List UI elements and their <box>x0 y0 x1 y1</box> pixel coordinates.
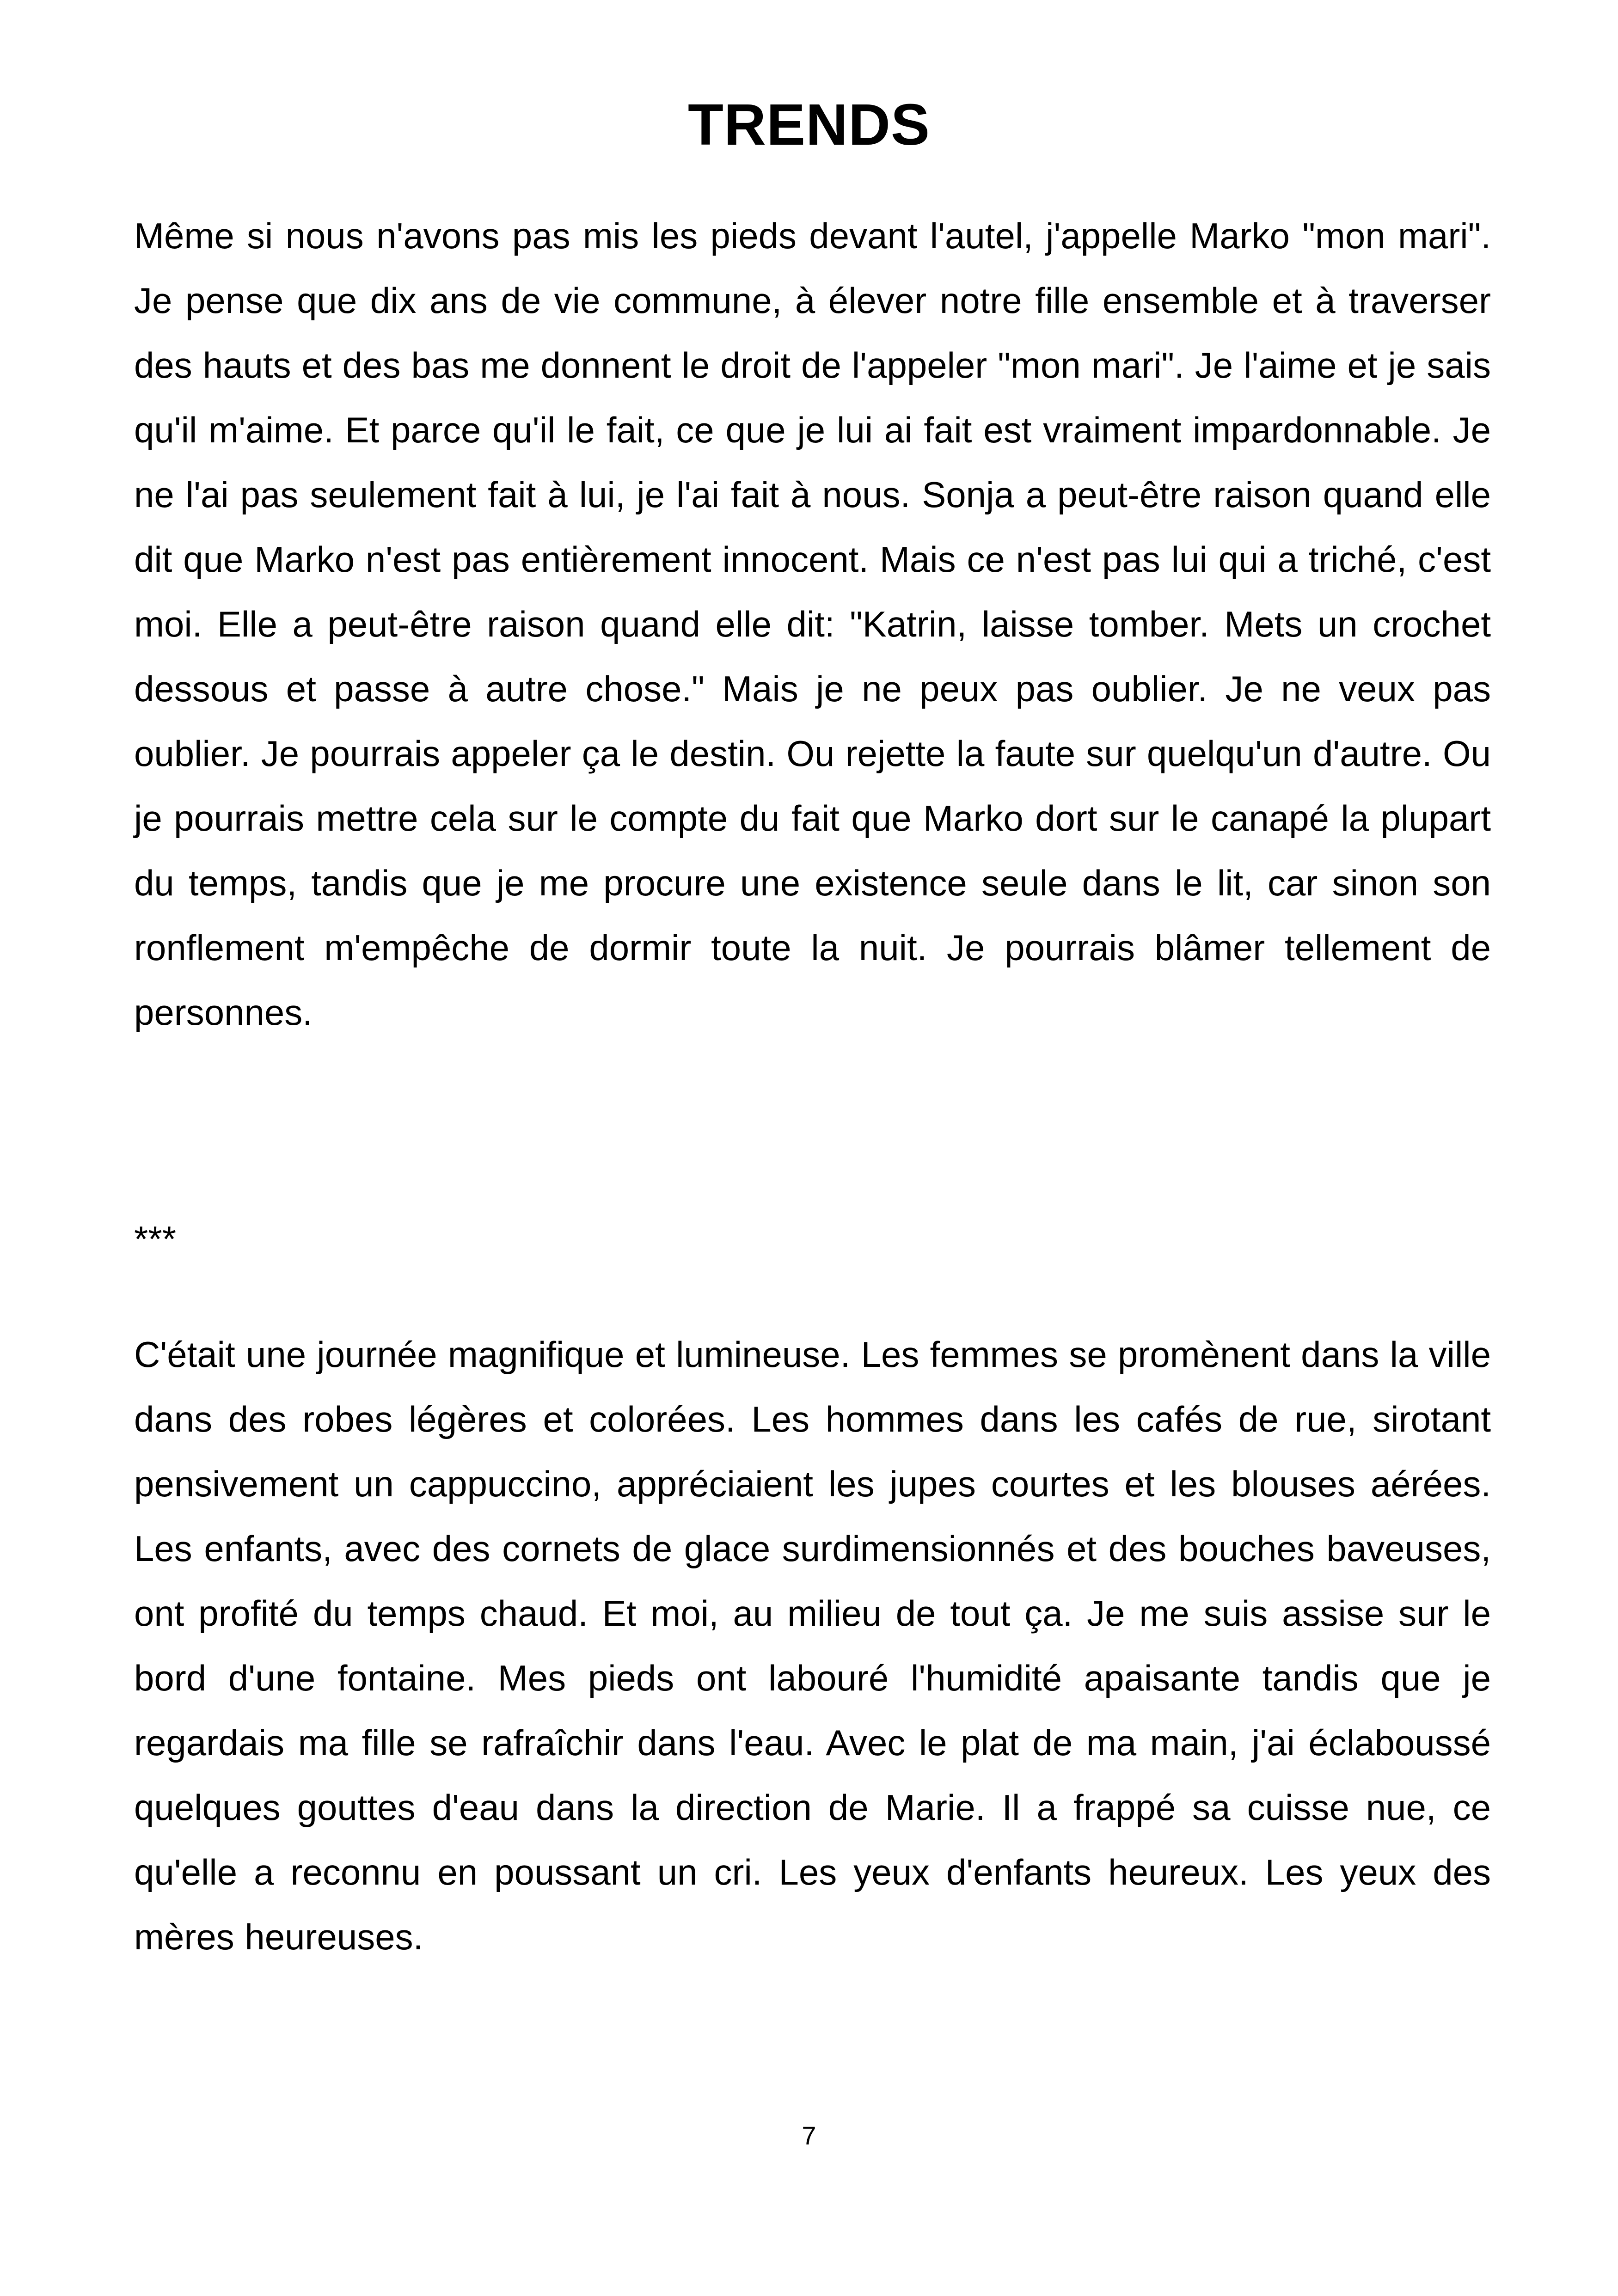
page-title: TRENDS <box>687 92 931 157</box>
page-number: 7 <box>802 2121 816 2150</box>
paragraph-2: C'était une journée magnifique et lumineuse. Les femmes se promènent dans la ville dans des robes légères et colorées. Les hommes dans les cafés de rue, sirotant pensivement un cappuccino, appréciaient les jupes courtes et les blouses aérées. Les enfants, avec des cornets de glace surdimensionnés et des bouches baveuses, ont profité du temps chaud. Et moi, au milieu de tout ça. Je me suis assise sur le bord d'une fontaine. Mes pieds ont labouré l'humidité apaisante tandis que je regardais ma fille se rafraîchir dans l'eau. Avec le plat de ma main, j'ai éclaboussé quelques gouttes d'eau dans la direction de Marie. Il a frappé sa cuisse nue, ce qu'elle a reconnu en poussant un cri. Les yeux d'enfants heureux. Les yeux des mères heureuses. <box>134 1334 1491 1957</box>
section-separator: *** <box>134 1218 177 1259</box>
paragraph-1: Même si nous n'avons pas mis les pieds devant l'autel, j'appelle Marko "mon mari". Je pense que dix ans de vie commune, à élever notre fille ensemble et à traverser des hauts et des bas me donnent le droit de l'appeler "mon mari". Je l'aime et je sais qu'il m'aime. Et parce qu'il le fait, ce que je lui ai fait est vraiment impardonnable. Je ne l'ai pas seulement fait à lui, je l'ai fait à nous. Sonja a peut-être raison quand elle dit que Marko n'est pas entièrement innocent. Mais ce n'est pas lui qui a triché, c'est moi. Elle a peut-être raison quand elle dit: "Katrin, laisse tomber. Mets un crochet dessous et passe à autre chose." Mais je ne peux pas oublier. Je ne veux pas oublier. Je pourrais appeler ça le destin. Ou rejette la faute sur quelqu'un d'autre. Ou je pourrais mettre cela sur le compte du fait que Marko dort sur le canapé la plupart du temps, tandis que je me procure une existence seule dans le lit, car sinon son ronflement m'empêche de dormir toute la nuit. Je pourrais blâmer tellement de personnes. <box>134 215 1491 1033</box>
